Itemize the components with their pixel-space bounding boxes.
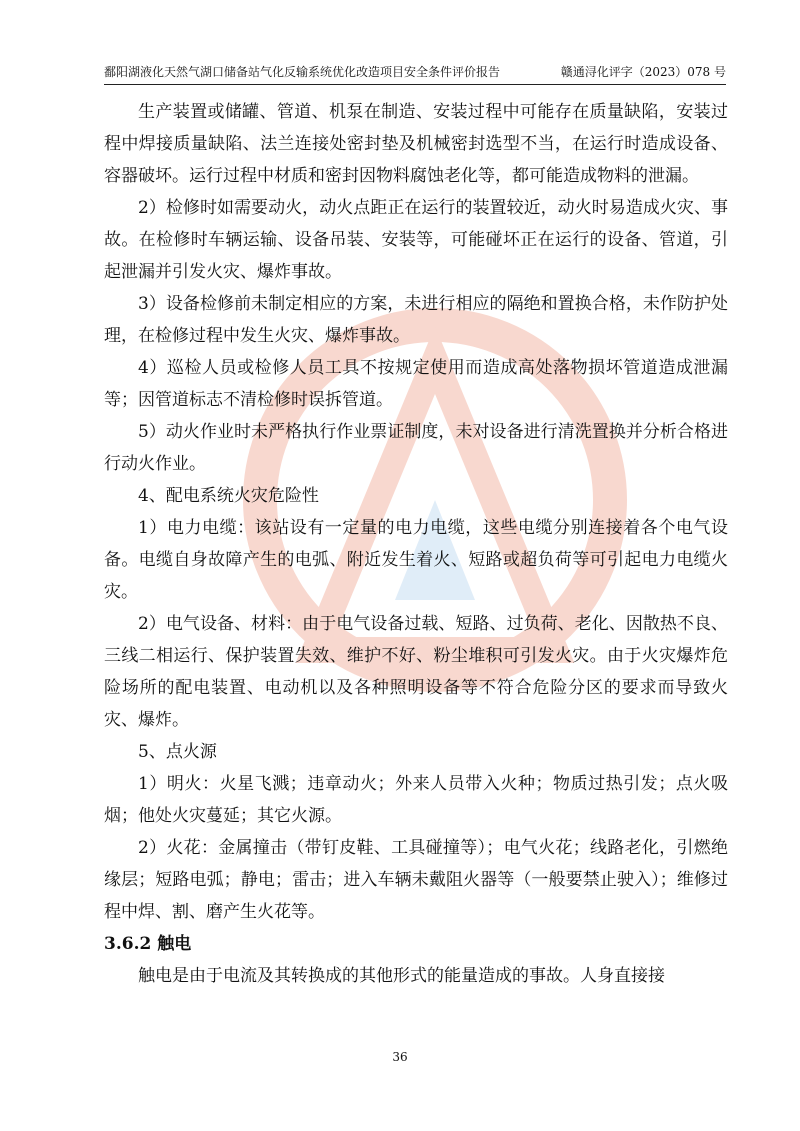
header-report-title: 鄱阳湖液化天然气湖口储备站气化反输系统优化改造项目安全条件评价报告 xyxy=(104,65,501,79)
paragraph: 3）设备检修前未制定相应的方案，未进行相应的隔绝和置换合格，未作防护处理，在检修过程中发生火灾、爆炸事故。 xyxy=(104,294,728,346)
paragraph: 2）电气设备、材料：由于电气设备过载、短路、过负荷、老化、因散热不良、三线二相运行、保护装置失效、维护不好、粉尘堆积可引发火灾。由于火灾爆炸危险场所的配电装置、电动机以及各种照明设备等不符合危险分区的要求而导致火灾、爆炸。 xyxy=(104,614,728,730)
paragraph: 生产装置或储罐、管道、机泵在制造、安装过程中可能存在质量缺陷，安装过程中焊接质量缺陷、法兰连接处密封垫及机械密封选型不当，在运行时造成设备、容器破坏。运行过程中材质和密封因物料腐蚀老化等，都可能造成物料的泄漏。 xyxy=(104,102,728,186)
paragraph: 5）动火作业时未严格执行作业票证制度，未对设备进行清洗置换并分析合格进行动火作业。 xyxy=(104,422,728,474)
subsection-title: 4、配电系统火灾危险性 xyxy=(138,486,319,506)
document-body xyxy=(104,96,728,992)
paragraph: 2）火花：金属撞击（带钉皮鞋、工具碰撞等）；电气火花；线路老化，引燃绝缘层；短路电弧；静电；雷击；进入车辆未戴阻火器等（一般要禁止驶入）；维修过程中焊、割、磨产生火花等。 xyxy=(104,838,728,922)
page-header xyxy=(104,64,726,85)
paragraph: 4）巡检人员或检修人员工具不按规定使用而造成高处落物损坏管道造成泄漏等；因管道标志不清检修时误拆管道。 xyxy=(104,358,728,410)
paragraph: 1）电力电缆：该站设有一定量的电力电缆，这些电缆分别连接着各个电气设备。电缆自身故障产生的电弧、附近发生着火、短路或超负荷等可引起电力电缆火灾。 xyxy=(104,518,728,602)
header-report-number: 赣通浔化评字（2023）078 号 xyxy=(560,65,726,79)
section-heading: 3.6.2 触电 xyxy=(104,934,192,954)
subsection-title: 5、点火源 xyxy=(138,742,217,762)
paragraph: 触电是由于电流及其转换成的其他形式的能量造成的事故。人身直接接 xyxy=(138,966,665,986)
paragraph: 1）明火：火星飞溅；违章动火；外来人员带入火种；物质过热引发；点火吸烟；他处火灾蔓延；其它火源。 xyxy=(104,774,728,826)
paragraph: 2）检修时如需要动火，动火点距正在运行的装置较近，动火时易造成火灾、事故。在检修时车辆运输、设备吊装、安装等，可能碰坏正在运行的设备、管道，引起泄漏并引发火灾、爆炸事故。 xyxy=(104,198,728,282)
page-number: 36 xyxy=(392,1050,408,1064)
